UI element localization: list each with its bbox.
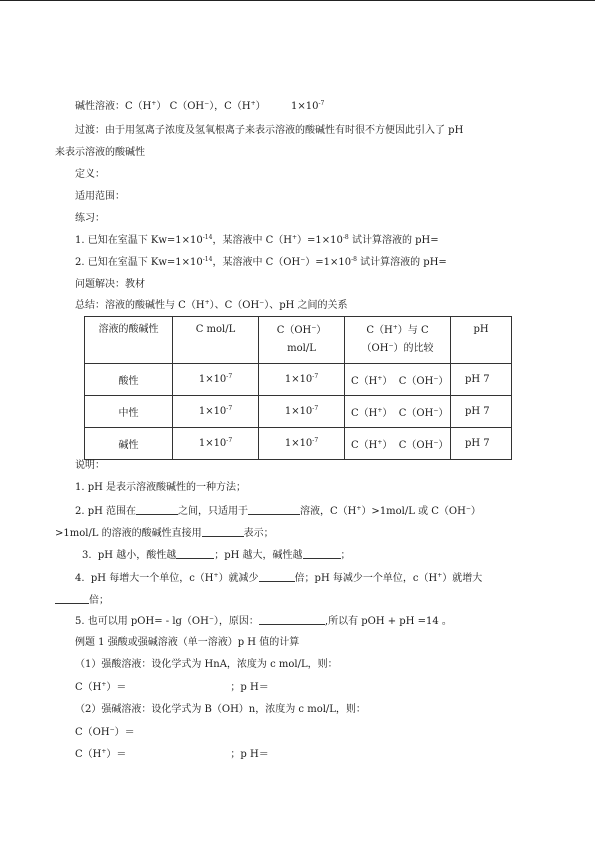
row-oh-value: $1\times 10^{-7}$ — [259, 364, 345, 396]
row-ph: pH 7 — [451, 396, 512, 428]
row-ph: pH 7 — [451, 364, 512, 396]
strong-acid-line: （1）强酸溶液：设化学式为 HnA，浓度为 c mol/L，则： — [75, 659, 338, 670]
alkaline-solution-line: 碱性溶液：C（H+） C（OH−），C（H+） $1\times 10^{-7}$ — [75, 100, 325, 112]
acid-formula-line: C（H+）＝ ；p H＝ — [75, 681, 269, 693]
header-acidity: 溶液的酸碱性 — [85, 317, 173, 364]
exercise-label: 练习： — [75, 213, 105, 224]
exercise-1: 1. 已知在室温下 $Kw=1\times 10^{-14}$，某溶液中 $C(H^+)=1\times 10^{-8}$ 试计算溶液的 pH= — [75, 234, 439, 246]
header-comparison: C（H+）与 C （OH−）的比较 — [345, 317, 451, 364]
row-oh-value: $1\times 10^{-7}$ — [259, 396, 345, 428]
page-top-border — [0, 0, 595, 1]
note-2: 2. pH 范围在 之间，只适用于 溶液，C（H+）>1mol/L 或 C（OH−） — [75, 505, 481, 517]
blank — [259, 614, 325, 625]
header-c-oh: C（OH−） mol/L — [259, 317, 345, 364]
note-4: 4. pH 每增大一个单位，c（H+）就减少 倍；pH 每减少一个单位，c（H+）就增大 — [75, 572, 483, 584]
row-label: 中性 — [85, 396, 173, 428]
header-ph: pH — [451, 317, 512, 364]
blank — [176, 548, 214, 559]
problem-solving-line: 问题解决：教材 — [75, 279, 145, 290]
row-comparison: C（H+） C（OH−） — [345, 396, 451, 428]
table-row — [85, 396, 512, 428]
exercise-2: 2. 已知在室温下 $Kw=1\times 10^{-14}$，某溶液中 $C(OH^-)=1\times 10^{-8}$ 试计算溶液的 pH= — [75, 256, 447, 268]
summary-line: 总结：溶液的酸碱性与 C（H+）、C（OH−）、pH 之间的关系 — [75, 299, 348, 311]
note-4-cont: 倍； — [55, 593, 109, 608]
row-c-value: $1\times 10^{-7}$ — [173, 428, 259, 460]
table-header-row — [85, 317, 512, 364]
note-3: 3. pH 越小，酸性越 ；pH 越大，碱性越 ； — [82, 550, 351, 561]
transition-paragraph-cont: 来表示溶液的酸碱性 — [55, 147, 145, 158]
row-c-value: $1\times 10^{-7}$ — [173, 364, 259, 396]
blank — [202, 526, 244, 537]
row-ph: pH 7 — [451, 428, 512, 460]
note-2-cont: >1mol/L 的溶液的酸碱性直接用 表示； — [55, 528, 274, 539]
notes-label: 说明： — [75, 460, 105, 471]
header-c: C mol/L — [173, 317, 259, 364]
note-5: 5. 也可以用 pOH= - lg（OH−），原因： ,所以有 pOH + pH =14 。 — [75, 615, 452, 627]
scope-label: 适用范围： — [75, 191, 125, 202]
example-1-title: 例题 1 强酸或强碱溶液（单一溶液）p H 值的计算 — [75, 637, 300, 648]
blank — [259, 571, 295, 582]
table-row — [85, 364, 512, 396]
base-oh-line: C（OH−）＝ — [75, 726, 135, 738]
blank — [248, 504, 300, 515]
blank — [55, 593, 89, 604]
table-row — [85, 428, 512, 460]
acidity-relationship-table — [84, 316, 512, 460]
blank — [303, 548, 341, 559]
strong-base-line: （2）强碱溶液：设化学式为 B（OH）n，浓度为 c mol/L，则： — [75, 704, 366, 715]
blank — [136, 504, 178, 515]
note-1: 1. pH 是表示溶液酸碱性的一种方法； — [75, 482, 247, 493]
row-comparison: C（H+） C（OH−） — [345, 428, 451, 460]
transition-paragraph: 过渡：由于用氢离子浓度及氢氧根离子来表示溶液的酸碱性有时很不方便因此引入了 pH — [75, 125, 464, 136]
row-label: 碱性 — [85, 428, 173, 460]
row-label: 酸性 — [85, 364, 173, 396]
row-comparison: C（H+） C（OH−） — [345, 364, 451, 396]
row-oh-value: $1\times 10^{-7}$ — [259, 428, 345, 460]
row-c-value: $1\times 10^{-7}$ — [173, 396, 259, 428]
definition-label: 定义： — [75, 169, 105, 180]
base-h-line: C（H+）＝ ；p H＝ — [75, 748, 269, 760]
